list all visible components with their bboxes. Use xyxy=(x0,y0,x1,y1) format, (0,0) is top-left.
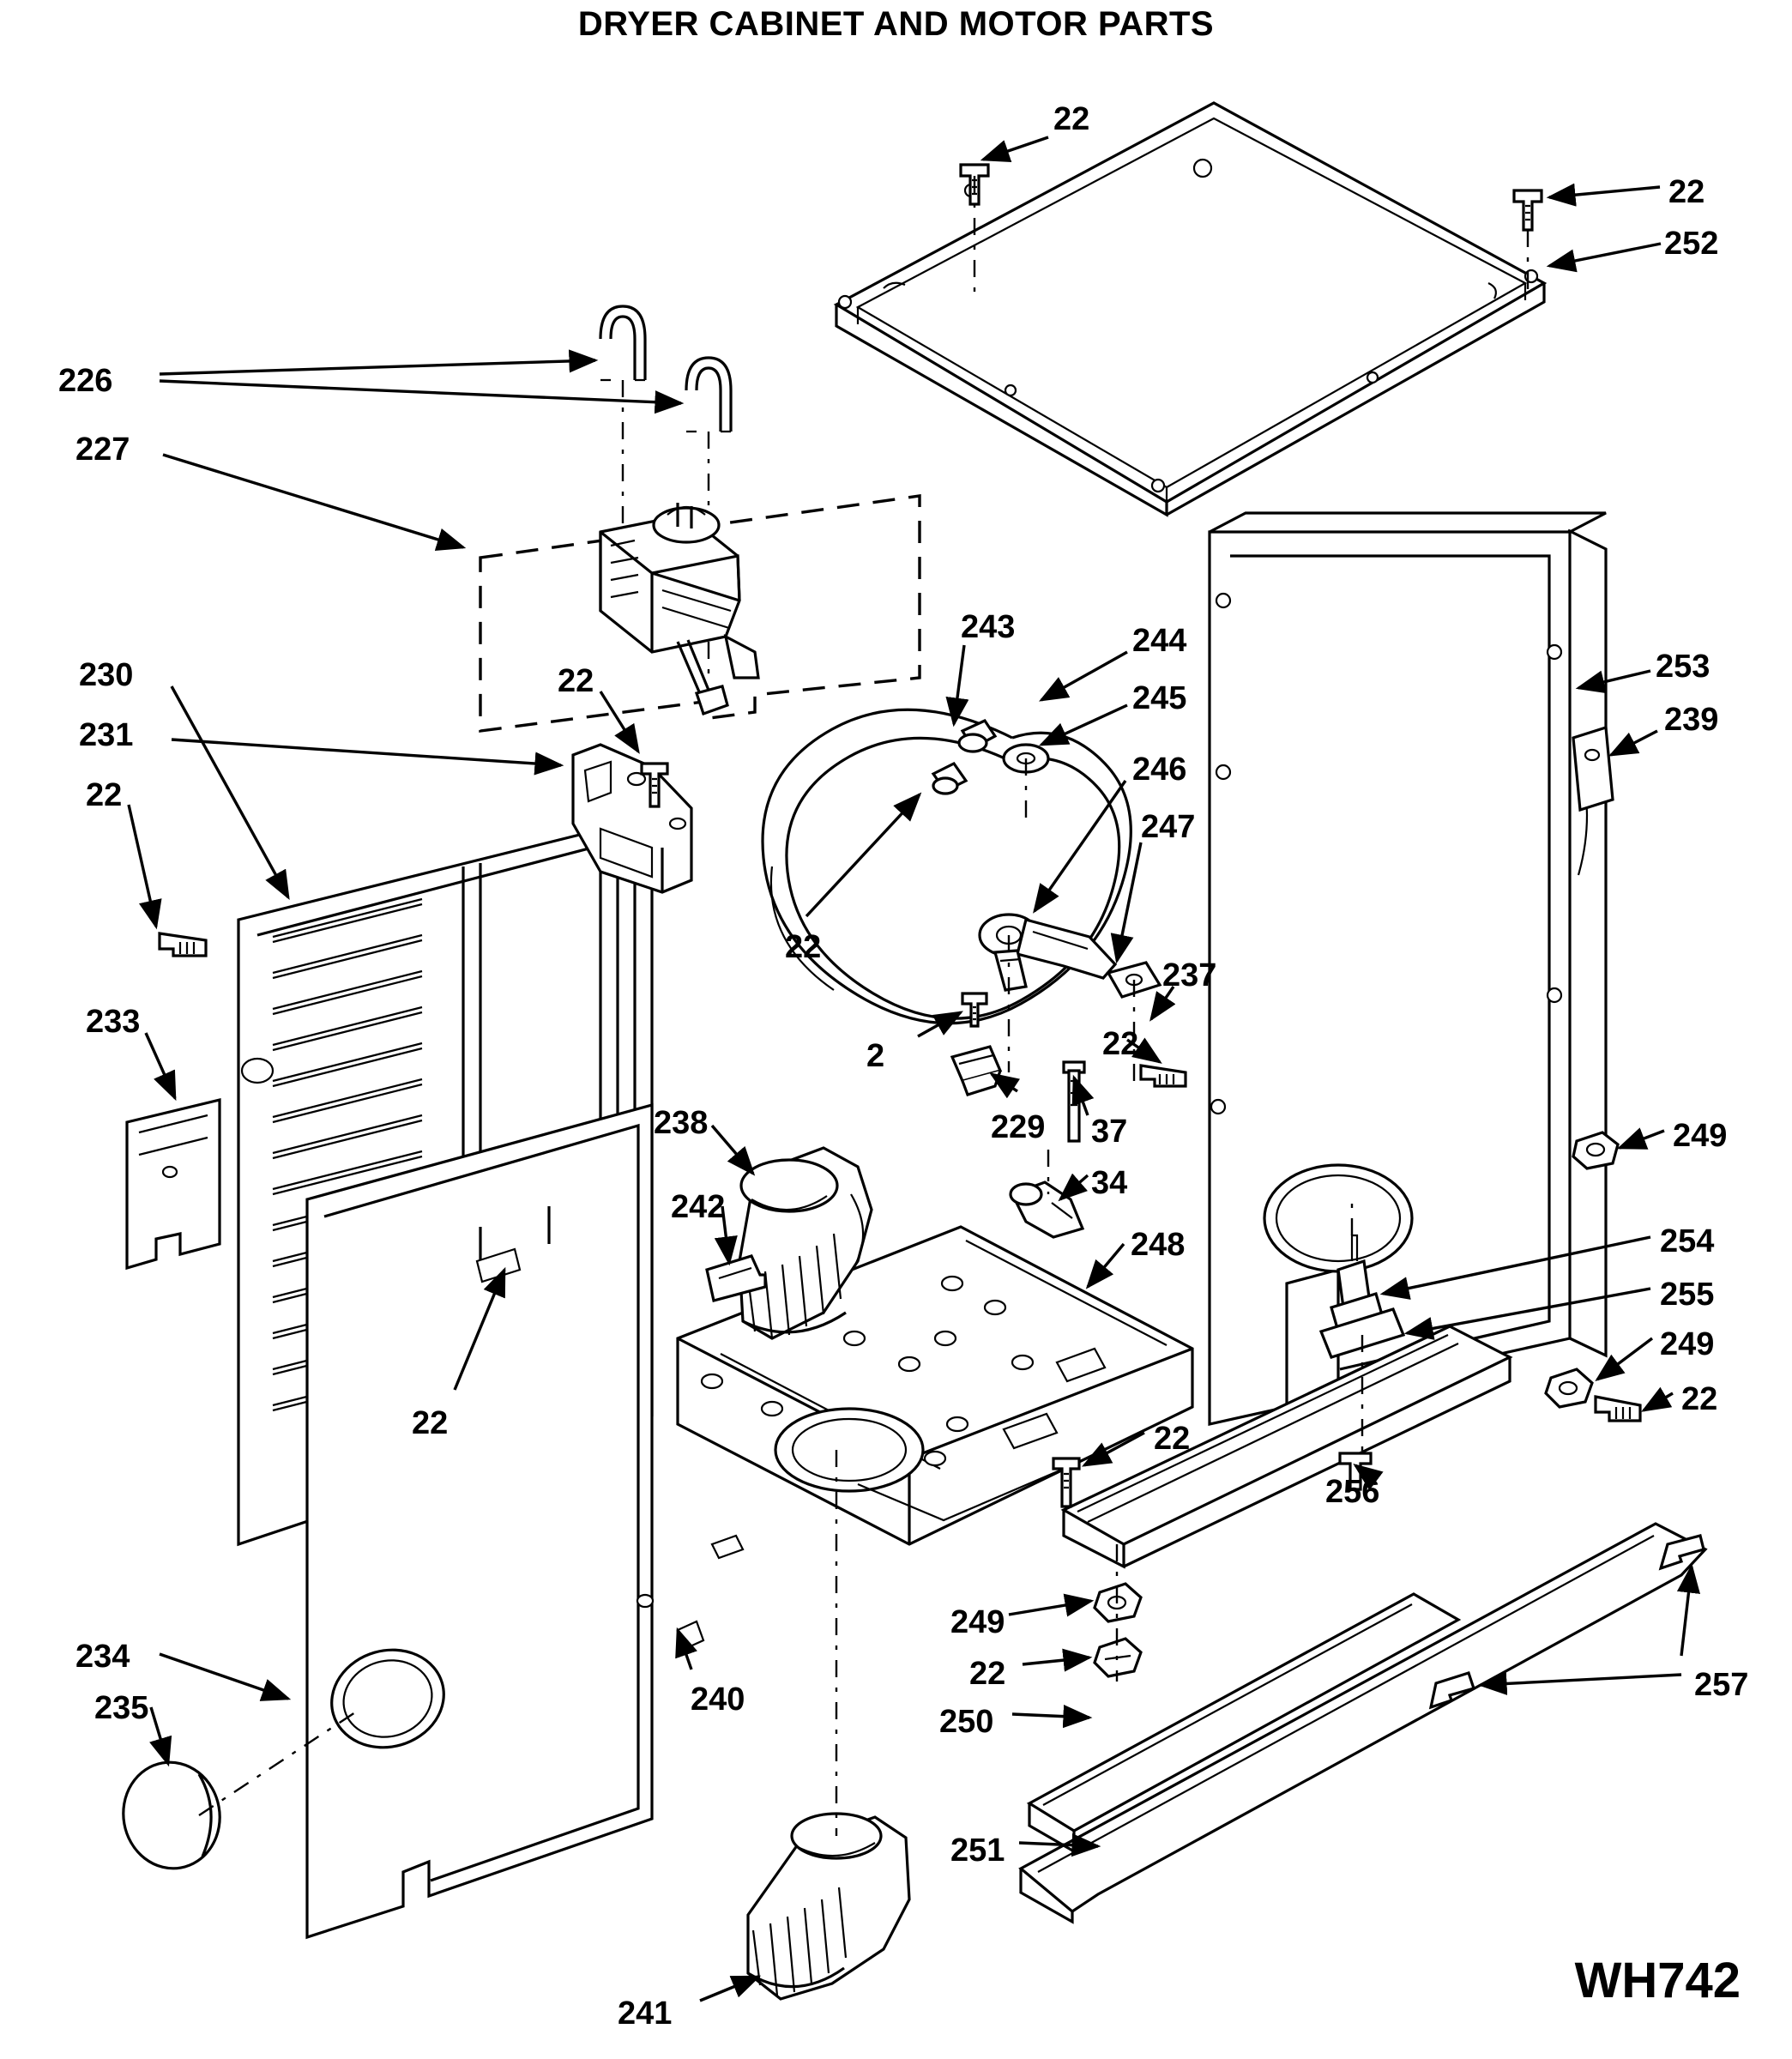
clip-part-229 xyxy=(952,1047,1000,1095)
callout-22: 22 xyxy=(1668,174,1705,210)
callout-231: 231 xyxy=(79,717,134,753)
callout-2: 2 xyxy=(866,1038,885,1074)
callout-254: 254 xyxy=(1660,1223,1715,1259)
callout-37: 37 xyxy=(1091,1114,1128,1150)
callout-256: 256 xyxy=(1325,1474,1380,1510)
motor-part-227 xyxy=(600,503,758,714)
callout-235: 235 xyxy=(94,1690,149,1726)
callout-34: 34 xyxy=(1091,1165,1128,1201)
callout-249: 249 xyxy=(1673,1118,1728,1154)
callout-253: 253 xyxy=(1656,649,1711,685)
pulley-part-244-245 xyxy=(933,721,1048,824)
screw-part-22-basepan xyxy=(1053,1458,1079,1507)
screw-part-22-left-panel xyxy=(160,933,206,956)
callout-233: 233 xyxy=(86,1004,141,1040)
callout-244: 244 xyxy=(1132,623,1187,659)
callout-238: 238 xyxy=(654,1105,709,1141)
nut-part-249-right-lower xyxy=(1546,1369,1592,1407)
callout-249: 249 xyxy=(1660,1326,1715,1362)
bracket-part-233 xyxy=(127,1100,220,1268)
callout-22: 22 xyxy=(785,929,822,965)
screw-part-22-right-center xyxy=(1141,1066,1186,1086)
front-panel-part-234 xyxy=(307,1105,703,1937)
callout-22: 22 xyxy=(1681,1381,1718,1417)
callout-251: 251 xyxy=(950,1833,1005,1869)
callout-245: 245 xyxy=(1132,680,1187,716)
belt-part-243 xyxy=(763,709,1131,1023)
callout-226: 226 xyxy=(58,363,113,399)
callout-22: 22 xyxy=(412,1405,449,1441)
callout-243: 243 xyxy=(961,609,1016,645)
callout-250: 250 xyxy=(939,1704,994,1740)
callout-255: 255 xyxy=(1660,1277,1715,1313)
callout-22: 22 xyxy=(969,1656,1006,1692)
callout-237: 237 xyxy=(1162,957,1217,993)
callout-22: 22 xyxy=(1102,1026,1139,1062)
valve-part-37-34 xyxy=(1011,1150,1083,1237)
clip-part-226-upper xyxy=(600,306,645,380)
sheet-code: WH742 xyxy=(1574,1953,1741,2008)
callout-257: 257 xyxy=(1694,1667,1749,1703)
top-panel-part-252 xyxy=(836,103,1544,515)
callout-240: 240 xyxy=(691,1682,745,1718)
callout-227: 227 xyxy=(75,432,130,468)
page-title: DRYER CABINET AND MOTOR PARTS xyxy=(577,5,1215,43)
callout-230: 230 xyxy=(79,657,134,693)
callout-22: 22 xyxy=(558,663,594,699)
callout-248: 248 xyxy=(1131,1227,1186,1263)
callout-252: 252 xyxy=(1664,226,1719,262)
callout-242: 242 xyxy=(671,1189,726,1225)
callout-22: 22 xyxy=(1154,1421,1191,1457)
callout-229: 229 xyxy=(991,1109,1046,1145)
screw-part-22-right-lower xyxy=(1596,1397,1640,1421)
callout-246: 246 xyxy=(1132,752,1187,788)
callout-241: 241 xyxy=(618,1996,673,2032)
clip-part-226-lower xyxy=(686,358,731,432)
callout-249: 249 xyxy=(950,1604,1005,1640)
callout-22: 22 xyxy=(1053,101,1090,137)
callout-234: 234 xyxy=(75,1639,130,1675)
nut-part-249-upper-right xyxy=(1573,1132,1618,1168)
callout-239: 239 xyxy=(1664,702,1719,738)
callout-22: 22 xyxy=(86,777,123,813)
callout-247: 247 xyxy=(1141,809,1196,845)
bracket-part-239 xyxy=(1573,728,1613,810)
